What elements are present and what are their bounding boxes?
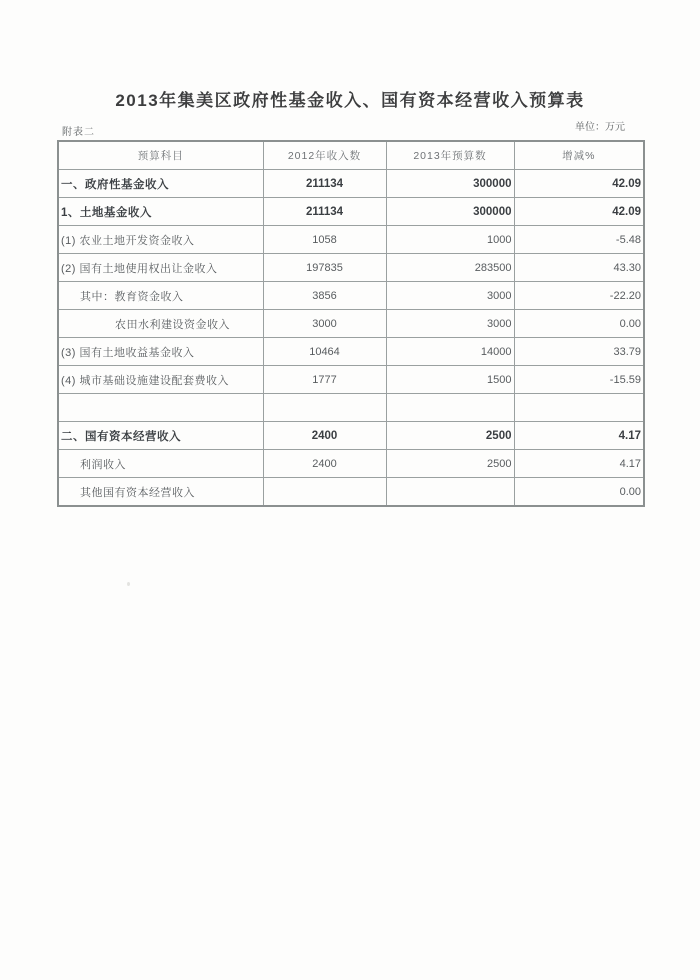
cell-2013 — [386, 394, 514, 422]
cell-change: 4.17 — [514, 422, 644, 450]
cell-2012: 211134 — [263, 170, 386, 198]
unit-label: 单位：万元 — [575, 122, 625, 133]
scan-artifact — [127, 582, 130, 586]
table-row — [58, 450, 644, 478]
cell-2012: 211134 — [263, 198, 386, 226]
cell-2013: 2500 — [386, 450, 514, 478]
cell-2013 — [386, 478, 514, 507]
cell-change: -5.48 — [514, 226, 644, 254]
cell-change: 42.09 — [514, 198, 644, 226]
page-title: 2013年集美区政府性基金收入、国有资本经营收入预算表 — [115, 91, 585, 110]
header-change-percent: 增减% — [514, 141, 644, 170]
cell-2012: 3000 — [263, 310, 386, 338]
header-subject: 预算科目 — [58, 141, 263, 170]
table-row — [58, 282, 644, 310]
cell-2013: 2500 — [386, 422, 514, 450]
cell-2013: 283500 — [386, 254, 514, 282]
cell-subject: (1) 农业土地开发资金收入 — [58, 226, 263, 254]
cell-subject: 农田水利建设资金收入 — [58, 310, 263, 338]
cell-change: 33.79 — [514, 338, 644, 366]
cell-change: 0.00 — [514, 478, 644, 507]
cell-2012: 10464 — [263, 338, 386, 366]
cell-2012: 1058 — [263, 226, 386, 254]
cell-2012: 3856 — [263, 282, 386, 310]
cell-2012: 197835 — [263, 254, 386, 282]
cell-change — [514, 394, 644, 422]
cell-subject: 其中：教育资金收入 — [58, 282, 263, 310]
table-row — [58, 198, 644, 226]
budget-table — [57, 140, 645, 507]
cell-subject: 1、土地基金收入 — [58, 198, 263, 226]
cell-2013: 1000 — [386, 226, 514, 254]
header-2013-budget: 2013年预算数 — [386, 141, 514, 170]
cell-subject: (4) 城市基础设施建设配套费收入 — [58, 366, 263, 394]
cell-2012: 2400 — [263, 422, 386, 450]
cell-subject: 其他国有资本经营收入 — [58, 478, 263, 507]
cell-2013: 1500 — [386, 366, 514, 394]
annex-label: 附表二 — [62, 127, 95, 138]
cell-2013: 3000 — [386, 282, 514, 310]
table-row — [58, 254, 644, 282]
table-header-row — [58, 141, 644, 170]
table-row-empty — [58, 394, 644, 422]
cell-subject: (2) 国有土地使用权出让金收入 — [58, 254, 263, 282]
header-2012-income: 2012年收入数 — [263, 141, 386, 170]
table-row — [58, 422, 644, 450]
cell-change: 4.17 — [514, 450, 644, 478]
cell-subject — [58, 394, 263, 422]
cell-subject: 利润收入 — [58, 450, 263, 478]
table-row — [58, 478, 644, 507]
cell-2013: 300000 — [386, 170, 514, 198]
cell-2013: 3000 — [386, 310, 514, 338]
cell-change: 43.30 — [514, 254, 644, 282]
cell-2013: 14000 — [386, 338, 514, 366]
table-row — [58, 366, 644, 394]
cell-2012: 2400 — [263, 450, 386, 478]
cell-subject: 二、国有资本经营收入 — [58, 422, 263, 450]
cell-change: 42.09 — [514, 170, 644, 198]
cell-subject: 一、政府性基金收入 — [58, 170, 263, 198]
cell-change: -22.20 — [514, 282, 644, 310]
cell-change: 0.00 — [514, 310, 644, 338]
table-row — [58, 338, 644, 366]
table-row — [58, 310, 644, 338]
table-row — [58, 170, 644, 198]
cell-subject: (3) 国有土地收益基金收入 — [58, 338, 263, 366]
cell-change: -15.59 — [514, 366, 644, 394]
cell-2012: 1777 — [263, 366, 386, 394]
cell-2012 — [263, 478, 386, 507]
cell-2013: 300000 — [386, 198, 514, 226]
cell-2012 — [263, 394, 386, 422]
table-row — [58, 226, 644, 254]
